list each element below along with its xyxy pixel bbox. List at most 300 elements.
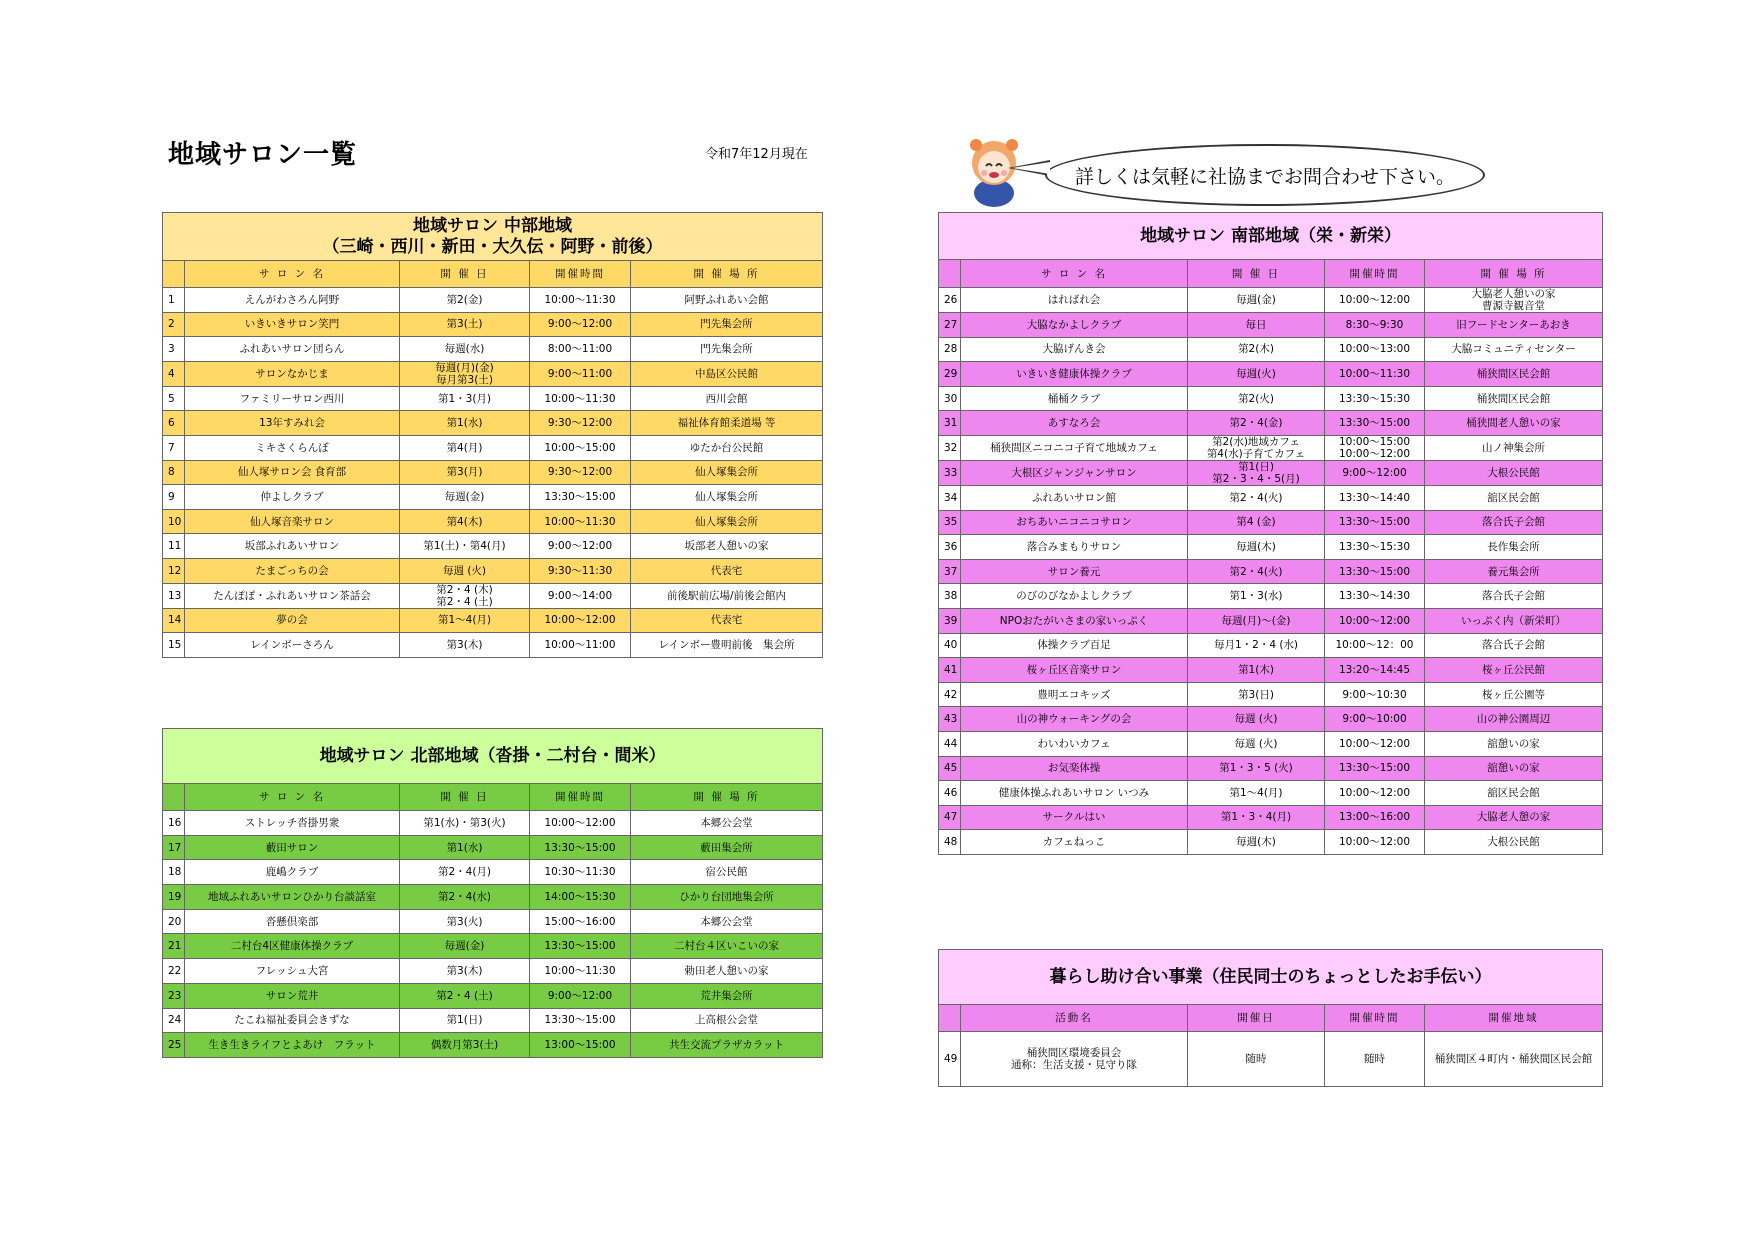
- row-number-line: 39: [944, 614, 958, 627]
- salon-name-line: サロン養元: [1047, 565, 1101, 578]
- meeting-day-line: 毎週(金): [444, 940, 485, 953]
- meeting-day: [1188, 288, 1325, 313]
- salon-name: [961, 288, 1188, 313]
- row-number: [163, 361, 185, 386]
- meeting-day-line: 第3(土): [446, 318, 483, 331]
- meeting-place-line: 阿野ふれあい会館: [684, 293, 769, 306]
- row-number: [939, 485, 961, 510]
- meeting-day: [1188, 682, 1325, 707]
- meeting-day: [1188, 608, 1325, 633]
- table-row: [163, 485, 823, 510]
- salon-name-line: わいわいカフェ: [1037, 737, 1111, 750]
- meeting-place: [1425, 756, 1603, 781]
- salon-name-line: フレッシュ大宮: [255, 964, 329, 977]
- table-row: [163, 835, 823, 860]
- meeting-place-line: 落合氏子会館: [1482, 516, 1546, 529]
- salon-name-line: 仙人塚サロン会 食育部: [237, 466, 347, 479]
- meeting-place: [631, 1033, 823, 1058]
- table-row: [163, 583, 823, 608]
- meeting-day-line: 第1・3・5 (火): [1219, 762, 1293, 775]
- meeting-day-line: 第1(水)・第3(火): [423, 816, 506, 829]
- meeting-day: [1188, 460, 1325, 485]
- meeting-day-line: 第4(木): [446, 515, 483, 528]
- table-row: [163, 411, 823, 436]
- meeting-place: [631, 909, 823, 934]
- meeting-day: [1188, 411, 1325, 436]
- salon-name: [185, 460, 400, 485]
- row-number: [939, 460, 961, 485]
- meeting-day: [400, 959, 530, 984]
- salon-name: [185, 1033, 400, 1058]
- row-number-line: 29: [944, 367, 958, 380]
- meeting-place: [631, 983, 823, 1008]
- meeting-day: [400, 337, 530, 362]
- salon-name-line: 沓懸倶楽部: [265, 915, 319, 928]
- meeting-day: [400, 934, 530, 959]
- meeting-place-line: 山ノ神集会所: [1482, 441, 1546, 454]
- meeting-day-line: 第1(日): [446, 1014, 483, 1027]
- meeting-place: [631, 835, 823, 860]
- meeting-time-line: 10:00～11:30: [544, 293, 616, 306]
- table-row: [163, 435, 823, 460]
- row-number: [939, 633, 961, 658]
- meeting-day: [1188, 337, 1325, 362]
- row-number-line: 38: [944, 590, 958, 603]
- meeting-day: [400, 885, 530, 910]
- meeting-day: [1188, 485, 1325, 510]
- salon-name: [185, 835, 400, 860]
- meeting-time-line: 9:00～12:00: [547, 540, 613, 553]
- meeting-place-line: 桶狭間区民会館: [1476, 367, 1551, 380]
- meeting-time-line: 9:00～10:00: [1342, 713, 1407, 726]
- meeting-day-line: 偶数月第3(土): [430, 1039, 499, 1052]
- meeting-place-line: 山の神公園周辺: [1476, 713, 1551, 726]
- header-place: 開 催 場 所: [631, 261, 823, 288]
- meeting-day-line: 毎週(金): [1236, 294, 1276, 306]
- row-number-line: 11: [168, 540, 182, 553]
- meeting-time: [1325, 535, 1425, 560]
- meeting-place-line: 代表宅: [710, 614, 743, 627]
- row-number: [163, 811, 185, 836]
- meeting-place-line: ゆたか台公民館: [689, 441, 764, 454]
- salon-name-line: はればれ会: [1047, 294, 1101, 306]
- salon-name-line: のびのびなかよしクラブ: [1016, 590, 1132, 603]
- row-number: [939, 435, 961, 460]
- nanbu-salon-table: [938, 212, 1603, 855]
- row-number: [939, 362, 961, 387]
- meeting-time: [1325, 435, 1425, 460]
- meeting-time: [530, 1033, 631, 1058]
- hokubu-salon-table: [162, 728, 823, 1058]
- meeting-day: [400, 583, 530, 608]
- row-number: [163, 909, 185, 934]
- meeting-time-line: 13:30～15:00: [544, 940, 616, 953]
- table-row: [163, 337, 823, 362]
- row-number-line: 34: [944, 491, 958, 504]
- meeting-time: [530, 811, 631, 836]
- salon-name-line: 仙人塚音楽サロン: [250, 515, 334, 528]
- hokubu-title-row: [163, 729, 823, 784]
- table-row: [939, 337, 1603, 362]
- meeting-day: [400, 460, 530, 485]
- salon-name: [961, 362, 1188, 387]
- meeting-day: [1188, 805, 1325, 830]
- meeting-place-line: 門先集会所: [700, 342, 753, 355]
- row-number: [163, 608, 185, 633]
- salon-name: [961, 658, 1188, 683]
- row-number-line: 7: [168, 441, 175, 454]
- row-number-line: 3: [168, 342, 175, 355]
- salon-name-line: 大根区ジャンジャンサロン: [1011, 466, 1137, 479]
- salon-name-line: NPOおたがいさまの家いっぷく: [999, 614, 1149, 627]
- salon-name: [185, 885, 400, 910]
- table-row: [939, 633, 1603, 658]
- salon-name: [961, 805, 1188, 830]
- meeting-place: [1425, 510, 1603, 535]
- meeting-day: [1188, 830, 1325, 855]
- meeting-day: [400, 534, 530, 559]
- meeting-time: [530, 583, 631, 608]
- meeting-time: [1325, 1032, 1425, 1087]
- table-row: [163, 983, 823, 1008]
- meeting-place-line: 舘区民会館: [1487, 491, 1540, 504]
- meeting-time: [530, 485, 631, 510]
- meeting-time-line: 9:30～12:00: [547, 466, 613, 479]
- hokubu-header-row: [163, 784, 823, 811]
- meeting-time: [530, 386, 631, 411]
- meeting-place-line: 落合氏子会館: [1482, 590, 1546, 603]
- meeting-time: [1325, 485, 1425, 510]
- meeting-day-line: 第2(水)地域カフェ: [1212, 435, 1300, 448]
- salon-name: [961, 633, 1188, 658]
- meeting-day: [1188, 658, 1325, 683]
- nanbu-header-row: [939, 260, 1603, 288]
- meeting-place: [631, 860, 823, 885]
- meeting-time-line: 13:00～16:00: [1338, 811, 1411, 824]
- salon-name: [185, 509, 400, 534]
- meeting-day-line: 第1・3(水): [1229, 590, 1283, 603]
- meeting-day-line: 毎週(月)～(金): [1221, 614, 1291, 627]
- meeting-day-line: 第2・4(火): [1229, 565, 1283, 578]
- row-number: [163, 1008, 185, 1033]
- meeting-day: [400, 509, 530, 534]
- meeting-day-line: 毎週(木): [1236, 540, 1276, 553]
- meeting-time-line: 8:00～11:00: [547, 342, 613, 355]
- table-row: [163, 460, 823, 485]
- table-row: [939, 707, 1603, 732]
- meeting-place-line: 仙人塚集会所: [695, 466, 758, 479]
- meeting-day: [400, 411, 530, 436]
- table-row: [939, 584, 1603, 609]
- nanbu-title-row: [939, 213, 1603, 260]
- meeting-time-line: 13:30～15:30: [1338, 392, 1411, 405]
- row-number-line: 44: [944, 737, 958, 750]
- meeting-day: [400, 811, 530, 836]
- meeting-day-line: 毎週(金): [444, 490, 485, 503]
- salon-name-line: サロンなかじま: [255, 367, 329, 380]
- row-number: [163, 633, 185, 658]
- salon-name-line: 大脇げんき会: [1042, 343, 1106, 356]
- row-number-line: 18: [168, 866, 182, 879]
- meeting-time: [1325, 288, 1425, 313]
- salon-name: [961, 707, 1188, 732]
- meeting-time-line: 9:00～12:00: [547, 318, 613, 331]
- header-place: 開催地域: [1425, 1005, 1603, 1032]
- row-number-line: 10: [168, 515, 182, 528]
- table-row: [163, 934, 823, 959]
- salon-name-line: 地域ふれあいサロンひかり台談話室: [208, 890, 376, 903]
- meeting-day: [1188, 756, 1325, 781]
- meeting-time: [530, 435, 631, 460]
- meeting-place-line: 本郷公会堂: [700, 915, 753, 928]
- header-day: 開 催 日: [400, 261, 530, 288]
- row-number: [939, 707, 961, 732]
- row-number: [939, 830, 961, 855]
- meeting-place: [631, 312, 823, 337]
- meeting-day: [1188, 707, 1325, 732]
- row-number-line: 27: [944, 318, 958, 331]
- row-number: [939, 288, 961, 313]
- meeting-place: [1425, 411, 1603, 436]
- meeting-place: [1425, 337, 1603, 362]
- row-number-line: 15: [168, 638, 182, 651]
- header-time: 開催時間: [1325, 260, 1425, 288]
- meeting-day-line: 毎日: [1245, 318, 1267, 331]
- meeting-place: [1425, 830, 1603, 855]
- row-number: [939, 658, 961, 683]
- meeting-place: [1425, 535, 1603, 560]
- row-number: [163, 337, 185, 362]
- meeting-place-line: ひかり台団地集会所: [679, 890, 774, 903]
- header-place: 開 催 場 所: [631, 784, 823, 811]
- meeting-day: [400, 485, 530, 510]
- salon-name-line: あすなろ会: [1047, 417, 1101, 430]
- meeting-time: [1325, 731, 1425, 756]
- row-number: [163, 558, 185, 583]
- meeting-place-line: 仙人塚集会所: [695, 490, 758, 503]
- meeting-time-line: 13:30～15:00: [1338, 565, 1411, 578]
- table-row: [163, 1033, 823, 1058]
- meeting-place: [631, 934, 823, 959]
- salon-name-line: 二村台4区健康体操クラブ: [230, 940, 354, 953]
- meeting-time: [1325, 313, 1425, 338]
- meeting-place-line: 共生交流プラザカラット: [668, 1039, 785, 1052]
- meeting-time: [1325, 608, 1425, 633]
- hokubu-title-cell: 地域サロン 北部地域（沓掛・二村台・間米）: [163, 729, 823, 784]
- meeting-place: [631, 288, 823, 313]
- header-day: 開 催 日: [1188, 260, 1325, 288]
- meeting-place: [631, 534, 823, 559]
- row-number-line: 19: [168, 890, 182, 903]
- salon-name-line: えんがわさろん阿野: [244, 293, 340, 306]
- meeting-place-line: 桜ヶ丘公民館: [1482, 663, 1546, 676]
- salon-name: [961, 411, 1188, 436]
- meeting-day-line: 第3(月): [446, 466, 483, 479]
- meeting-time: [1325, 460, 1425, 485]
- row-number: [939, 386, 961, 411]
- row-number-line: 30: [944, 392, 958, 405]
- meeting-place-line: 落合氏子会館: [1482, 639, 1546, 652]
- meeting-time-line: 10:00～13:00: [1338, 343, 1411, 356]
- meeting-place: [1425, 658, 1603, 683]
- salon-name: [185, 583, 400, 608]
- chubu-salon-table: [162, 212, 823, 658]
- kurashi-header-row: [939, 1005, 1603, 1032]
- row-number-line: 35: [944, 516, 958, 529]
- meeting-time: [1325, 386, 1425, 411]
- meeting-day: [400, 288, 530, 313]
- salon-name: [185, 411, 400, 436]
- salon-name: [185, 633, 400, 658]
- meeting-time-line: 9:00～11:00: [547, 367, 613, 380]
- row-number-line: 2: [168, 318, 175, 331]
- row-number-line: 1: [168, 293, 175, 306]
- meeting-place-line: 曹源寺観音堂: [1482, 300, 1546, 312]
- meeting-place-line: 舘憩いの家: [1487, 762, 1540, 775]
- meeting-time-line: 10:30～11:30: [544, 866, 616, 879]
- salon-name-line: 13年すみれ会: [259, 417, 325, 430]
- table-row: [163, 608, 823, 633]
- meeting-day-line: 毎週 (火): [1234, 713, 1278, 726]
- meeting-place-line: 宿公民館: [705, 866, 748, 879]
- meeting-time: [1325, 362, 1425, 387]
- meeting-day-line: 第2・4 (土): [436, 989, 493, 1002]
- meeting-time-line: 8:30～9:30: [1345, 318, 1404, 331]
- meeting-place-line: 前後駅前広場/前後会館内: [666, 589, 787, 602]
- meeting-time: [530, 608, 631, 633]
- meeting-time-line: 15:00～16:00: [544, 915, 616, 928]
- header-no: [163, 784, 185, 811]
- table-row: [939, 288, 1603, 313]
- row-number: [939, 731, 961, 756]
- meeting-time-line: 10:00～12:00: [544, 614, 616, 627]
- meeting-time: [1325, 805, 1425, 830]
- salon-name: [185, 909, 400, 934]
- meeting-place: [1425, 460, 1603, 485]
- row-number: [939, 337, 961, 362]
- meeting-day-line: 第4(水)子育てカフェ: [1206, 447, 1306, 460]
- salon-name: [185, 435, 400, 460]
- meeting-day: [400, 860, 530, 885]
- meeting-time-line: 10:00～15:00: [544, 441, 616, 454]
- meeting-time-line: 14:00～15:30: [544, 890, 616, 903]
- meeting-day-line: 毎週(木): [1236, 836, 1276, 849]
- table-row: [939, 658, 1603, 683]
- table-row: [163, 860, 823, 885]
- row-number: [163, 885, 185, 910]
- header-name: サ ロ ン 名: [185, 784, 400, 811]
- meeting-place: [1425, 313, 1603, 338]
- meeting-place-line: 舘区民会館: [1487, 786, 1540, 799]
- meeting-day: [1188, 510, 1325, 535]
- row-number: [163, 835, 185, 860]
- row-number-line: 12: [168, 564, 182, 577]
- meeting-day: [400, 608, 530, 633]
- meeting-place: [1425, 1032, 1603, 1087]
- salon-name-line: たまごっちの会: [255, 564, 329, 577]
- meeting-day-line: 第2・4(金): [1229, 417, 1283, 430]
- meeting-day-line: 毎週(火): [1236, 367, 1276, 380]
- salon-name-line: 生き生きライフとよあけ フラット: [208, 1039, 376, 1052]
- salon-name: [961, 682, 1188, 707]
- meeting-time-line: 9:00～12:00: [1342, 466, 1407, 479]
- row-number-line: 22: [168, 964, 182, 977]
- salon-name: [185, 1008, 400, 1033]
- row-number: [939, 781, 961, 806]
- meeting-time-line: 13:30～15:00: [1338, 516, 1411, 529]
- meeting-day-line: 毎月第3(土): [436, 373, 493, 386]
- row-number-line: 41: [944, 663, 958, 676]
- salon-name: [961, 559, 1188, 584]
- row-number-line: 31: [944, 417, 958, 430]
- meeting-time-line: 10:00～11:30: [544, 392, 616, 405]
- meeting-day-line: 第3(日): [1238, 688, 1274, 701]
- meeting-time-line: 10:00～12:00: [544, 816, 616, 829]
- row-number-line: 23: [168, 989, 182, 1002]
- meeting-place: [1425, 362, 1603, 387]
- meeting-place: [1425, 485, 1603, 510]
- salon-name: [185, 386, 400, 411]
- meeting-place: [1425, 731, 1603, 756]
- table-row: [939, 386, 1603, 411]
- meeting-time: [530, 534, 631, 559]
- row-number: [163, 435, 185, 460]
- table-row: [163, 909, 823, 934]
- header-name: サ ロ ン 名: [961, 260, 1188, 288]
- meeting-day: [1188, 584, 1325, 609]
- salon-name: [961, 1032, 1188, 1087]
- row-number-line: 14: [168, 614, 182, 627]
- meeting-time: [1325, 707, 1425, 732]
- meeting-time-line: 13:30～14:30: [1338, 590, 1411, 603]
- meeting-time: [530, 1008, 631, 1033]
- meeting-day-line: 第2・4 (木): [436, 583, 493, 596]
- meeting-place: [1425, 633, 1603, 658]
- meeting-place: [1425, 386, 1603, 411]
- meeting-day-line: 第3(木): [446, 964, 483, 977]
- chubu-title-cell: [163, 213, 823, 261]
- salon-name: [961, 460, 1188, 485]
- header-day: 開催日: [1188, 1005, 1325, 1032]
- chubu-title-line2: （三崎・西川・新田・大久伝・阿野・前後）: [322, 236, 663, 257]
- header-no: [939, 1005, 961, 1032]
- meeting-day-line: 第2・4(火): [1229, 491, 1283, 504]
- salon-name-line: ふれあいサロン団らん: [239, 342, 345, 355]
- table-row: [163, 633, 823, 658]
- meeting-day-line: 第1(水): [446, 417, 483, 430]
- salon-name-line: 夢の会: [276, 614, 308, 627]
- meeting-time: [530, 509, 631, 534]
- row-number: [163, 860, 185, 885]
- meeting-day: [400, 835, 530, 860]
- meeting-time-line: 9:00～14:00: [547, 589, 613, 602]
- salon-name-line: 健康体操ふれあいサロン いつみ: [998, 786, 1150, 799]
- meeting-time-line: 10:00～15:00: [1338, 435, 1411, 448]
- table-row: [163, 558, 823, 583]
- meeting-place-line: 養元集会所: [1487, 565, 1540, 578]
- row-number: [939, 756, 961, 781]
- meeting-day: [400, 312, 530, 337]
- date-note: 令和7年12月現在: [705, 147, 808, 162]
- row-number: [163, 583, 185, 608]
- table-row: [939, 1032, 1603, 1087]
- table-row: [939, 535, 1603, 560]
- row-number: [163, 983, 185, 1008]
- row-number-line: 45: [944, 762, 958, 775]
- meeting-time: [1325, 411, 1425, 436]
- meeting-place: [631, 485, 823, 510]
- meeting-time: [530, 312, 631, 337]
